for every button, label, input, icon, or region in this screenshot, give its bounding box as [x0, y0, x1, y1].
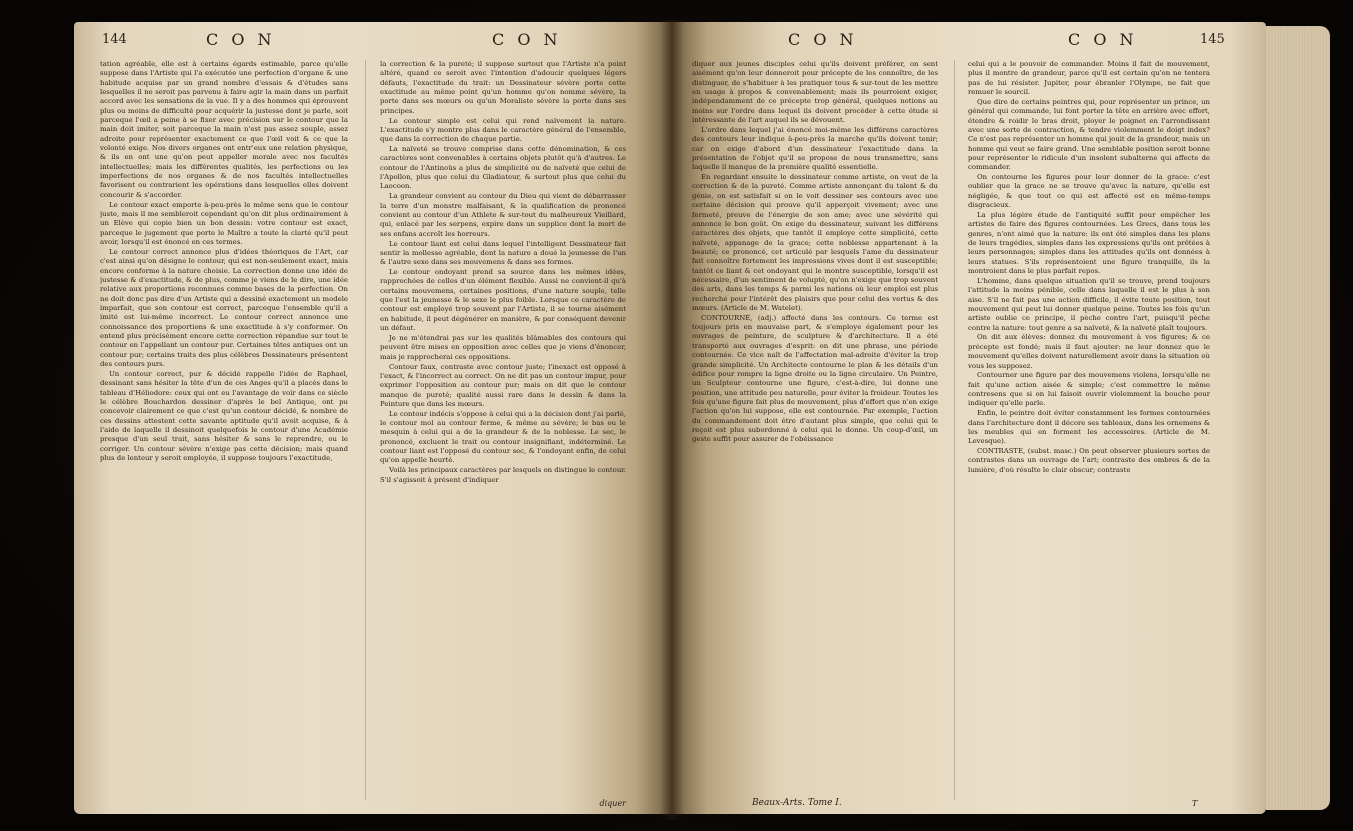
- right-col2-para: On contourne les figures pour leur donner de la grace: c'est oublier que la grace ne se trouve qu'avec la nature, qu'elle est négligée, & que tout ce qui est affecté est en même-temps disgracieux.: [968, 173, 1210, 210]
- left-col2-para: Le contour indécis s'oppose à celui qui a la décision dont j'ai parlé, le contour mol au contour ferme, & même au sévère; le bas ou le mesquin à celui qui a de la grandeur & de la noblesse. Le sec, le prononcé, excluent le trait ou contour insignifiant, indéterminé. Le contour liant est l'opposé du contour sec, & l'ondoyant enfin, de celui qu'on appelle heurté.: [380, 409, 626, 465]
- right-running-head: C O N: [1068, 30, 1138, 49]
- left-col2-para: Le contour simple est celui qui rend naïvement la nature. L'exactitude s'y montre plus dans le caractère général de l'ensemble, que dans la correction de chaque partie.: [380, 116, 626, 144]
- left-col1-para: tation agréable, elle est à certains égards estimable, parce qu'elle suppose dans l'Artiste qui l'a exécutée une perfection d'organe & une habitude acquise par un grand nombre d'essais & d'études sans lesquelles il ne seroit pas parvenu à faire agir la main dans un parfait accord avec les sensations de la vue. Il y a des hommes qui éprouvent plus ou moins de difficulté pour acquérir la justesse dont je parle, soit parceque l'œil a peine à se fixer avec précision sur le contour que la main doit imiter, soit parceque la main n'est pas assez souple, assez adroite pour représenter exactement ce que l'œil voit & ce que la volonté exige. Nos divers organes ont entr'eux une relation physique, & ils en ont une qu'on peut appeller morale avec nos facultés intellectuelles; mais les différentes qualités, les perfections ou les imperfections de nos organes & de nos facultés intellectuelles favorisent ou contrarient les opérations dans lesquelles elles doivent concourir & s'accorder.: [100, 60, 348, 199]
- left-column-rule: [365, 60, 366, 800]
- right-page-header: [672, 28, 1266, 58]
- left-col2-para: Le contour ondoyant prend sa source dans les mêmes idées, rapprochées de celles d'un élément flexible. Aussi ne convient-il qu'à certains mouvemens, certaines positions, d'une nature souple, telle que l'est la jeunesse & le sexe le plus foible. Lorsque ce caractère de contour est employé trop souvent par l'Artiste, il se tourne aisément en habitude, il peut dégénérer en manière, & par conséquent devenir un défaut.: [380, 268, 626, 333]
- signature-line: Beaux-Arts. Tome I.: [752, 798, 842, 808]
- right-col2-para: CONTRASTE, (subst. masc.) On peut observer plusieurs sortes de contrastes dans un ouvrage de l'art; contraste des ombres & de la lumière, d'où résulte le clair obscur; contraste: [968, 447, 1210, 474]
- right-col2-para: L'homme, dans quelque situation qu'il se trouve, prend toujours l'attitude la moins pénible, celle dans laquelle il est le plus à son aise. S'il ne fait pas une action difficile, il évite toute position, tout mouvement qui peut lui donner quelque peine. Toutes les fois qu'un artiste oublie ce principe, il pèche contre l'art, puisqu'il pèche contre la nature: tout genre a sa naïveté, & la naïveté plaît toujours.: [968, 276, 1210, 332]
- left-col1-para: Le contour exact emporte à-peu-près le même sens que le contour juste, mais il me sembleroit cependant qu'on dit plus ordinairement à un Elève qui copie bien un bon dessin: votre contour est exact, parceque le jugement que porte le Maître a toute la clarté qu'il peut avoir, lorsqu'il est énoncé en ces termes.: [100, 200, 348, 247]
- right-col1-para: CONTOURNÉ, (adj.) affecté dans les contours. Ce terme est toujours pris en mauvaise part, & s'employe également pour les ouvrages de peinture, de sculpture & d'architecture. Il a été transporté aux ouvrages d'esprit: on dit une phrase, une période contournée. Ce vice naît de l'affectation mal-adroite d'éviter la trop grande simplicité. Un Architecte contourne le plan & les détails d'un édifice pour rompre la ligne droite ou la ligne circulaire. Un Peintre, un Sculpteur contourne une figure, c'est-à-dire, lui donne une position, une attitude peu naturelle, pour éviter la froideur. Toutes les fois qu'une figure fait plus de mouvement, plus d'effort que n'en exige l'action qu'on lui suppose, elle est contournée. Par exemple, l'action du commandement doit être d'autant plus simple, que celui qui le reçoit est plus subordonné à celui qui le donne. Un coup-d'œil, un geste suffit pour assurer de l'obéissance: [692, 313, 938, 444]
- left-col2-para: la correction & la pureté; il suppose surtout que l'Artiste n'a point altéré, quand ce seroit avec l'intention d'adoucir quelques légers défauts, l'exactitude du trait: un Dessinateur sévère porte cette exactitude au même point qu'un homme qu'on nomme sévère, la porte dans ses mœurs ou qu'un Moraliste sévère la porte dans ses principes.: [380, 60, 626, 115]
- left-page: [74, 22, 672, 814]
- book-fore-edge: [1266, 26, 1330, 810]
- left-page-number: 144: [102, 32, 127, 47]
- left-running-head: C O N: [206, 30, 276, 49]
- left-col2-para: Voilà les principaux caractères par lesquels on distingue le contour. S'il s'agissoit à présent d'indiquer: [380, 466, 626, 484]
- right-running-head-1: C O N: [788, 30, 858, 49]
- right-col2-para: celui qui a le pouvoir de commander. Moins il fait de mouvement, plus il montre de grandeur, parce qu'il est certain qu'on ne tentera pas de lui résister. Jupiter, pour ébranler l'Olympe, ne fait que remuer le sourcil.: [968, 60, 1210, 97]
- right-page-number: 145: [1200, 32, 1225, 47]
- right-column-rule: [954, 60, 955, 800]
- left-col2-para: Le contour liant est celui dans lequel l'intelligent Dessinateur fait sentir la mollesse agréable, dont la nature a doué la jeunesse de l'un & l'autre sexe dans ses mouvemens & dans ses formes.: [380, 239, 626, 267]
- right-col2-para: Contourner une figure par des mouvemens violens, lorsqu'elle ne fait qu'une action aisée & simple; c'est commettre le même contresens que si on lui faisoit ouvrir violemment la bouche pour indiquer qu'elle parle.: [968, 371, 1210, 408]
- left-col2-para: La naïveté se trouve comprise dans cette dénomination, & ces caractères sont convenables à certains objets plutôt qu'à d'autres. Le contour de l'Antinoüs a plus de simplicité ou de naïveté que celui de l'Apollon, plus que celui du Gladiateur, & surtout plus que celui du Laocoon.: [380, 145, 626, 191]
- right-col2-para: La plus légère étude de l'antiquité suffit pour empêcher les artistes de faire des figures contournées. Les Grecs, dans tous les genres, n'ont aimé que la nature: ils ont été simples dans les plans de leurs tragédies, simples dans les expressions qu'ils ont prêtées à leurs personnages; simples dans les attitudes qu'ils ont données à leurs statues. S'ils représentoient une figure tranquille, ils la montroient dans le plus parfait repos.: [968, 211, 1210, 276]
- right-col1-para: En regardant ensuite le dessinateur comme artiste, on veut de la correction & de la pureté. Comme artiste annonçant du talent & du génie, on est satisfait si on le voit dessiner ses contours avec une certaine décision qui prouve qu'il apperçoit vivement; avec une fermeté, preuve de l'énergie de son ame; avec une sévérité qui annonce le bon goût. On exige du dessinateur, suivant les différens caractères des objets, que tantôt il employe cette simplicité, cette naïveté, appanage de la grace; cette noblesse appartenant à la beauté; ce prononcé, cet articulé par lesquels l'ame du dessinateur fait connoître fortement les impressions vives dont il est susceptible; tantôt ce liant & cet ondoyant qui le montre susceptible, lorsqu'il est nécessaire, d'un sentiment de volupté, qu'on n'exige que trop souvent des arts, dans les temps & parmi les nations où leur emploi est plus recherché pour l'intérêt des plaisirs que pour celui des vertus & des mœurs. (Article de M. Watelet).: [692, 173, 938, 312]
- left-catchword: diquer: [599, 799, 626, 808]
- right-col2-para: On dit aux élèves: donnez du mouvement à vos figures; & ce précepte est fondé; mais il faut ajouter: ne leur donnez que le mouvement qu'elles doivent naturellement avoir dans la situation où vous les supposez.: [968, 333, 1210, 370]
- signature-mark: T: [1192, 799, 1198, 808]
- right-col2-para: Enfin, le peintre doit éviter constamment les formes contournées dans l'architecture dont il décore ses tableaux, dans les ornemens & les meubles qui en forment les accessoires. (Article de M. Levesque).: [968, 409, 1210, 446]
- right-col1-para: diquer aux jeunes disciples celui qu'ils doivent préférer, on sent aisément qu'on leur donneroit pour précepte de les connoître, de les distinguer, de s'habituer à les pratiquer tous & sur-tout de les mettre en usage à propos & convenablement; mais ils pourroient exiger, indépendamment de ce précepte trop général, quelques notions au moins sur l'ordre dans lequel ils doivent procéder à cette étude si intéressante de l'art auquel ils se dévouent.: [692, 60, 938, 125]
- left-col2-para: Je ne m'étendrai pas sur les qualités blâmables des contours qui peuvent être mises en opposition avec celles que je viens d'énoncer, mais je rapprocherai ces oppositions.: [380, 333, 626, 361]
- right-col2-para: Que dire de certains peintres qui, pour représenter un prince, un général qui commande, lui font porter la tête en arrière avec effort, étendre & roidir le bras droit, ployer le poignet en l'arrondissant avec une sorte de contraction, & tendre violemment le doigt index? Ce n'est pas représenter un homme qui jouit de la grandeur, mais un homme qui veut se faire grand. Une semblable position seroit bonne pour représenter le ridicule d'un insolent subalterne qui affecte de commander.: [968, 97, 1210, 172]
- right-column-1: [692, 60, 938, 804]
- right-page: [672, 22, 1266, 814]
- left-col2-para: La grandeur convient au contour du Dieu qui vient de débarrasser la terre d'un monstre malfaisant, & la qualification de prononcé convient au contour d'un Athlete & sur-tout du malheureux Vieillard, qui, enlacé par les serpens, expire dans un supplice dont la mort de ses enfans accroît les horreurs.: [380, 192, 626, 238]
- right-col1-para: L'ordre dans lequel j'ai énoncé moi-même les différens caractères des contours leur indique à-peu-près la marche qu'ils doivent tenir; car on exige d'abord d'un dessinateur l'exactitude dans la présentation de l'objet qu'il se propose de nous transmettre, sans laquelle il manque de la première qualité essentielle.: [692, 125, 938, 172]
- left-column-1: [100, 60, 348, 804]
- left-column-2: [380, 60, 626, 804]
- left-col2-para: Contour faux, contraste avec contour juste; l'inexact est opposé à l'exact, & l'incorrect au correct. On ne dit pas un contour impur, pour exprimer l'opposition au contour pur; mais on dit que le contour manque de pureté; qualité aussi rare dans le dessin & dans la Peinture que dans les mœurs.: [380, 362, 626, 408]
- right-column-2: [968, 60, 1210, 804]
- left-col1-para: Un contour correct, pur & décidé rappelle l'idée de Raphael, dessinant sans hésiter la tête d'un de ces Anges qu'il a placés dans le tableau d'Héliodore: ceux qui ont eu l'avantage de voir dans ce siècle le célèbre Bouchardon dessiner d'après le bel Antique, ont pu concevoir clairement ce que c'est qu'un contour décidé, & nombre de ces dessins attestent cette savante aptitude qu'il avoit acquise, & à l'aide de laquelle il dessinoit quelquefois le contour d'une Académie presque d'un seul trait, sans hésiter & sans le reprendre, ou le corriger. Un contour sévère n'exige pas cette décision; mais quand plus de lenteur y seroit employée, il suppose toujours l'exactitude,: [100, 369, 348, 462]
- left-col1-para: Le contour correct annonce plus d'idées théoriques de l'Art, car c'est ainsi qu'on désigne le contour, qui est non-seulement exact, mais encore conforme à la nature choisie. La correction donne une idée de justesse & d'exactitude, & de plus, comme je viens de le dire, une idée relative aux proportions reconnues comme bases de la perfection. On ne doit donc pas dire d'un Artiste qui a dessiné exactement un modele imparfait, que son contour est correct, parceque l'ensemble qu'il a imité est lui-même incorrect. Le contour correct annonce une connoissance des proportions & une exactitude à s'y conformer. On entend plus précisément encore cette correction répandue sur tout le contour en l'appellant un contour pur. Certaines têtes antiques ont un contour pur; certains traits des plus célèbres Dessinateurs présentent des contours purs.: [100, 247, 348, 368]
- left-running-head-2: C O N: [492, 30, 562, 49]
- book-gutter: [660, 20, 684, 820]
- left-page-header: [74, 28, 672, 58]
